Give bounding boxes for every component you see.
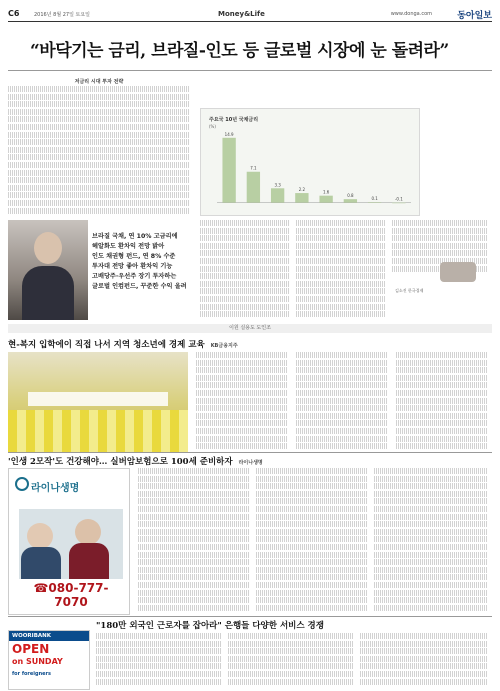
site-url: www.donga.com [390,11,432,17]
page-number: C6 [8,9,20,18]
chart-data-label: 2.2 [298,187,306,193]
section-headline-1 [8,338,238,350]
section-title: '인생 2모작'도 건강해야… 실버암보험으로 100세 준비하자 [8,457,233,467]
quote-line: 브라질 국채, 연 10% 고금리에 [92,233,178,240]
section-headline-3: "180만 외국인 근로자를 잡아라" 은행들 다양한 서비스 경쟁 [96,621,324,631]
ad-photo [19,509,123,579]
chart-data-label: 1.6 [322,189,330,195]
page-header [8,6,492,20]
cigna-logo-icon [15,477,29,491]
section-name: Money&Life [218,10,265,18]
main-headline: “바닥기는 금리, 브라질-인도 등 글로벌 시장에 눈 돌려라” [30,41,449,61]
chart-bar [247,172,260,203]
ad-phone[interactable]: ☎080-777-7070 [33,581,109,609]
chart-bar [222,138,235,203]
header-rule [8,21,492,22]
chart-svg [201,109,421,217]
chart-bar [344,199,357,202]
article-column [360,633,488,689]
chart-bar [271,188,284,202]
quote-line: 고배당주·우선주 장기 투자하는 [92,273,177,280]
paper-name: 동아일보 [457,11,492,21]
headline-rule [8,70,492,71]
article-column [256,468,368,614]
section-sponsor: 라이나생명 [238,460,263,466]
section-rule [8,616,492,617]
ad-open-label: OPEN [12,642,50,656]
quote-line: 투자대 전망 좋아 환차익 기능 [92,263,173,270]
ad-foreigners-label: for foreigners [12,671,51,677]
quote-line: 헤알화도 환차익 전망 밝아 [92,243,165,250]
bank-ad[interactable] [8,630,90,690]
ad-brand: 라이나생명 [31,483,80,494]
byline: 김소진 한국경제 [395,288,424,293]
chart-data-label: 14.9 [224,131,234,137]
bond-yield-chart [200,108,420,216]
chart-bar [295,193,308,203]
article-column [374,468,488,614]
quote-line: 인도 채권형 펀드, 연 8% 수준 [92,253,176,260]
section-divider-bar: 이원 실용도 도인조 [8,324,492,333]
lead-box-title: 저금리 시대 투자 전략 [74,79,124,85]
ad-sunday-label: on SUNDAY [12,657,63,666]
article-column [296,220,386,320]
group-photo [8,352,188,452]
quote-line: 글로벌 인컴펀드, 꾸준한 수익 올려 [92,283,187,290]
article-column [138,468,250,614]
ad-brand: WOORIBANK [9,631,89,641]
issue-date: 2016년 8월 27일 토요일 [34,12,91,18]
chart-data-label: 0.8 [347,193,354,199]
pull-quote [92,232,196,292]
chart-bar [368,202,381,203]
insurance-ad[interactable] [8,468,130,615]
section-rule [8,452,492,453]
chart-data-label: -0.1 [394,196,403,202]
chart-unit: (%) [209,124,216,129]
article-column [96,633,222,689]
article-column [196,352,288,452]
article-column [200,220,290,320]
chart-data-label: 0.1 [371,196,378,202]
chart-bar [392,203,405,204]
chart-title: 주요국 10년 국채금리 [209,117,259,123]
chart-bar [319,196,332,203]
chart-data-label: 3.3 [274,182,281,188]
article-column [396,352,488,452]
article-column [228,633,354,689]
lead-column [8,86,190,216]
chart-data-label: 7.1 [250,165,257,171]
section-headline-2 [8,455,263,467]
byline-photo [440,262,476,282]
section-sponsor: KB금융지주 [210,343,238,349]
section-title: 현-복지 입학에이 직접 나서 지역 청소년에 경제 교육 [8,340,205,350]
columnist-photo [8,220,88,320]
article-column [296,352,388,452]
